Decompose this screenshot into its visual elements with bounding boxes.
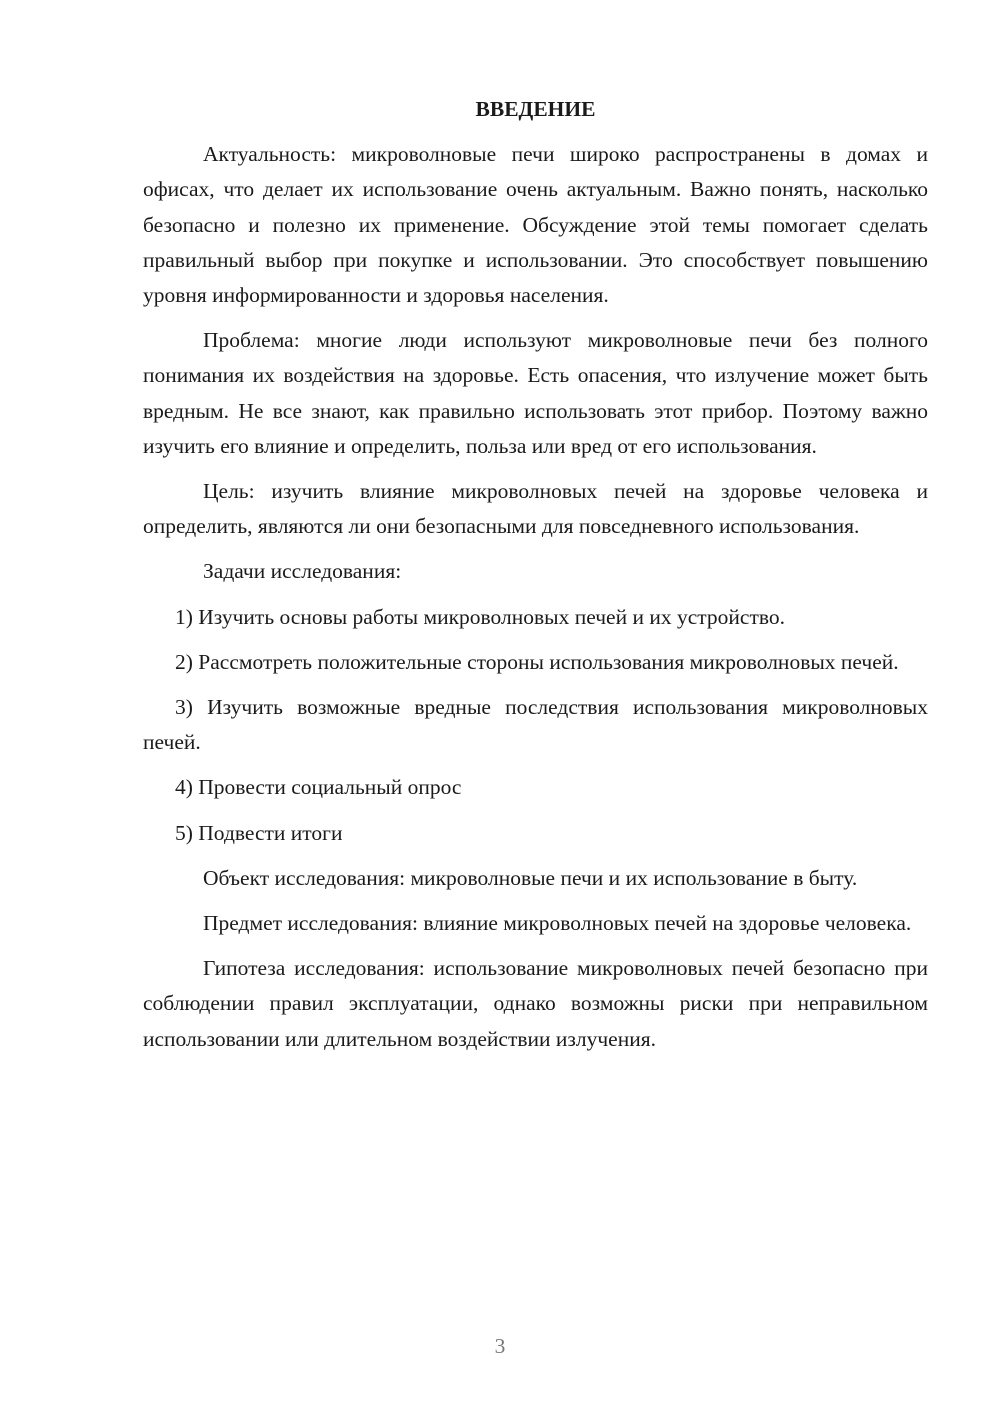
hypothesis-paragraph: Гипотеза исследования: использование микроволновых печей безопасно при соблюдении правил эксплуатации, однако возможны риски при неправильном использовании или длительном воздействии излучения. (143, 956, 928, 1051)
problem-paragraph: Проблема: многие люди используют микроволновые печи без полного понимания их воздействия на здоровье. Есть опасения, что излучение может быть вредным. Не все знают, как правильно использовать этот прибор. Поэтому важно изучить его влияние и определить, польза или вред от его использования. (143, 328, 928, 458)
section-heading: ВВЕДЕНИЕ (475, 97, 596, 121)
goal-paragraph: Цель: изучить влияние микроволновых печей на здоровье человека и определить, являются ли они безопасными для повседневного использования. (143, 479, 928, 539)
task-item: 5) Подвести итоги (175, 820, 343, 845)
subject-paragraph: Предмет исследования: влияние микроволновых печей на здоровье человека. (203, 911, 912, 936)
task-item: 1) Изучить основы работы микроволновых печей и их устройство. (175, 604, 785, 629)
task-item: 3) Изучить возможные вредные последствия использования микроволновых печей. (143, 695, 928, 755)
document-page (143, 92, 928, 1067)
task-item: 4) Провести социальный опрос (175, 775, 462, 800)
task-item: 2) Рассмотреть положительные стороны использования микроволновых печей. (175, 649, 899, 674)
relevance-paragraph: Актуальность: микроволновые печи широко распространены в домах и офисах, что делает их использование очень актуальным. Важно понять, насколько безопасно и полезно их применение. Обсуждение этой темы помогает сделать правильный выбор при покупке и использовании. Это способствует повышению уровня информированности и здоровья населения. (143, 142, 928, 308)
page-number: 3 (494, 1334, 506, 1358)
tasks-intro: Задачи исследования: (203, 559, 402, 584)
object-paragraph: Объект исследования: микроволновые печи и их использование в быту. (203, 865, 858, 890)
